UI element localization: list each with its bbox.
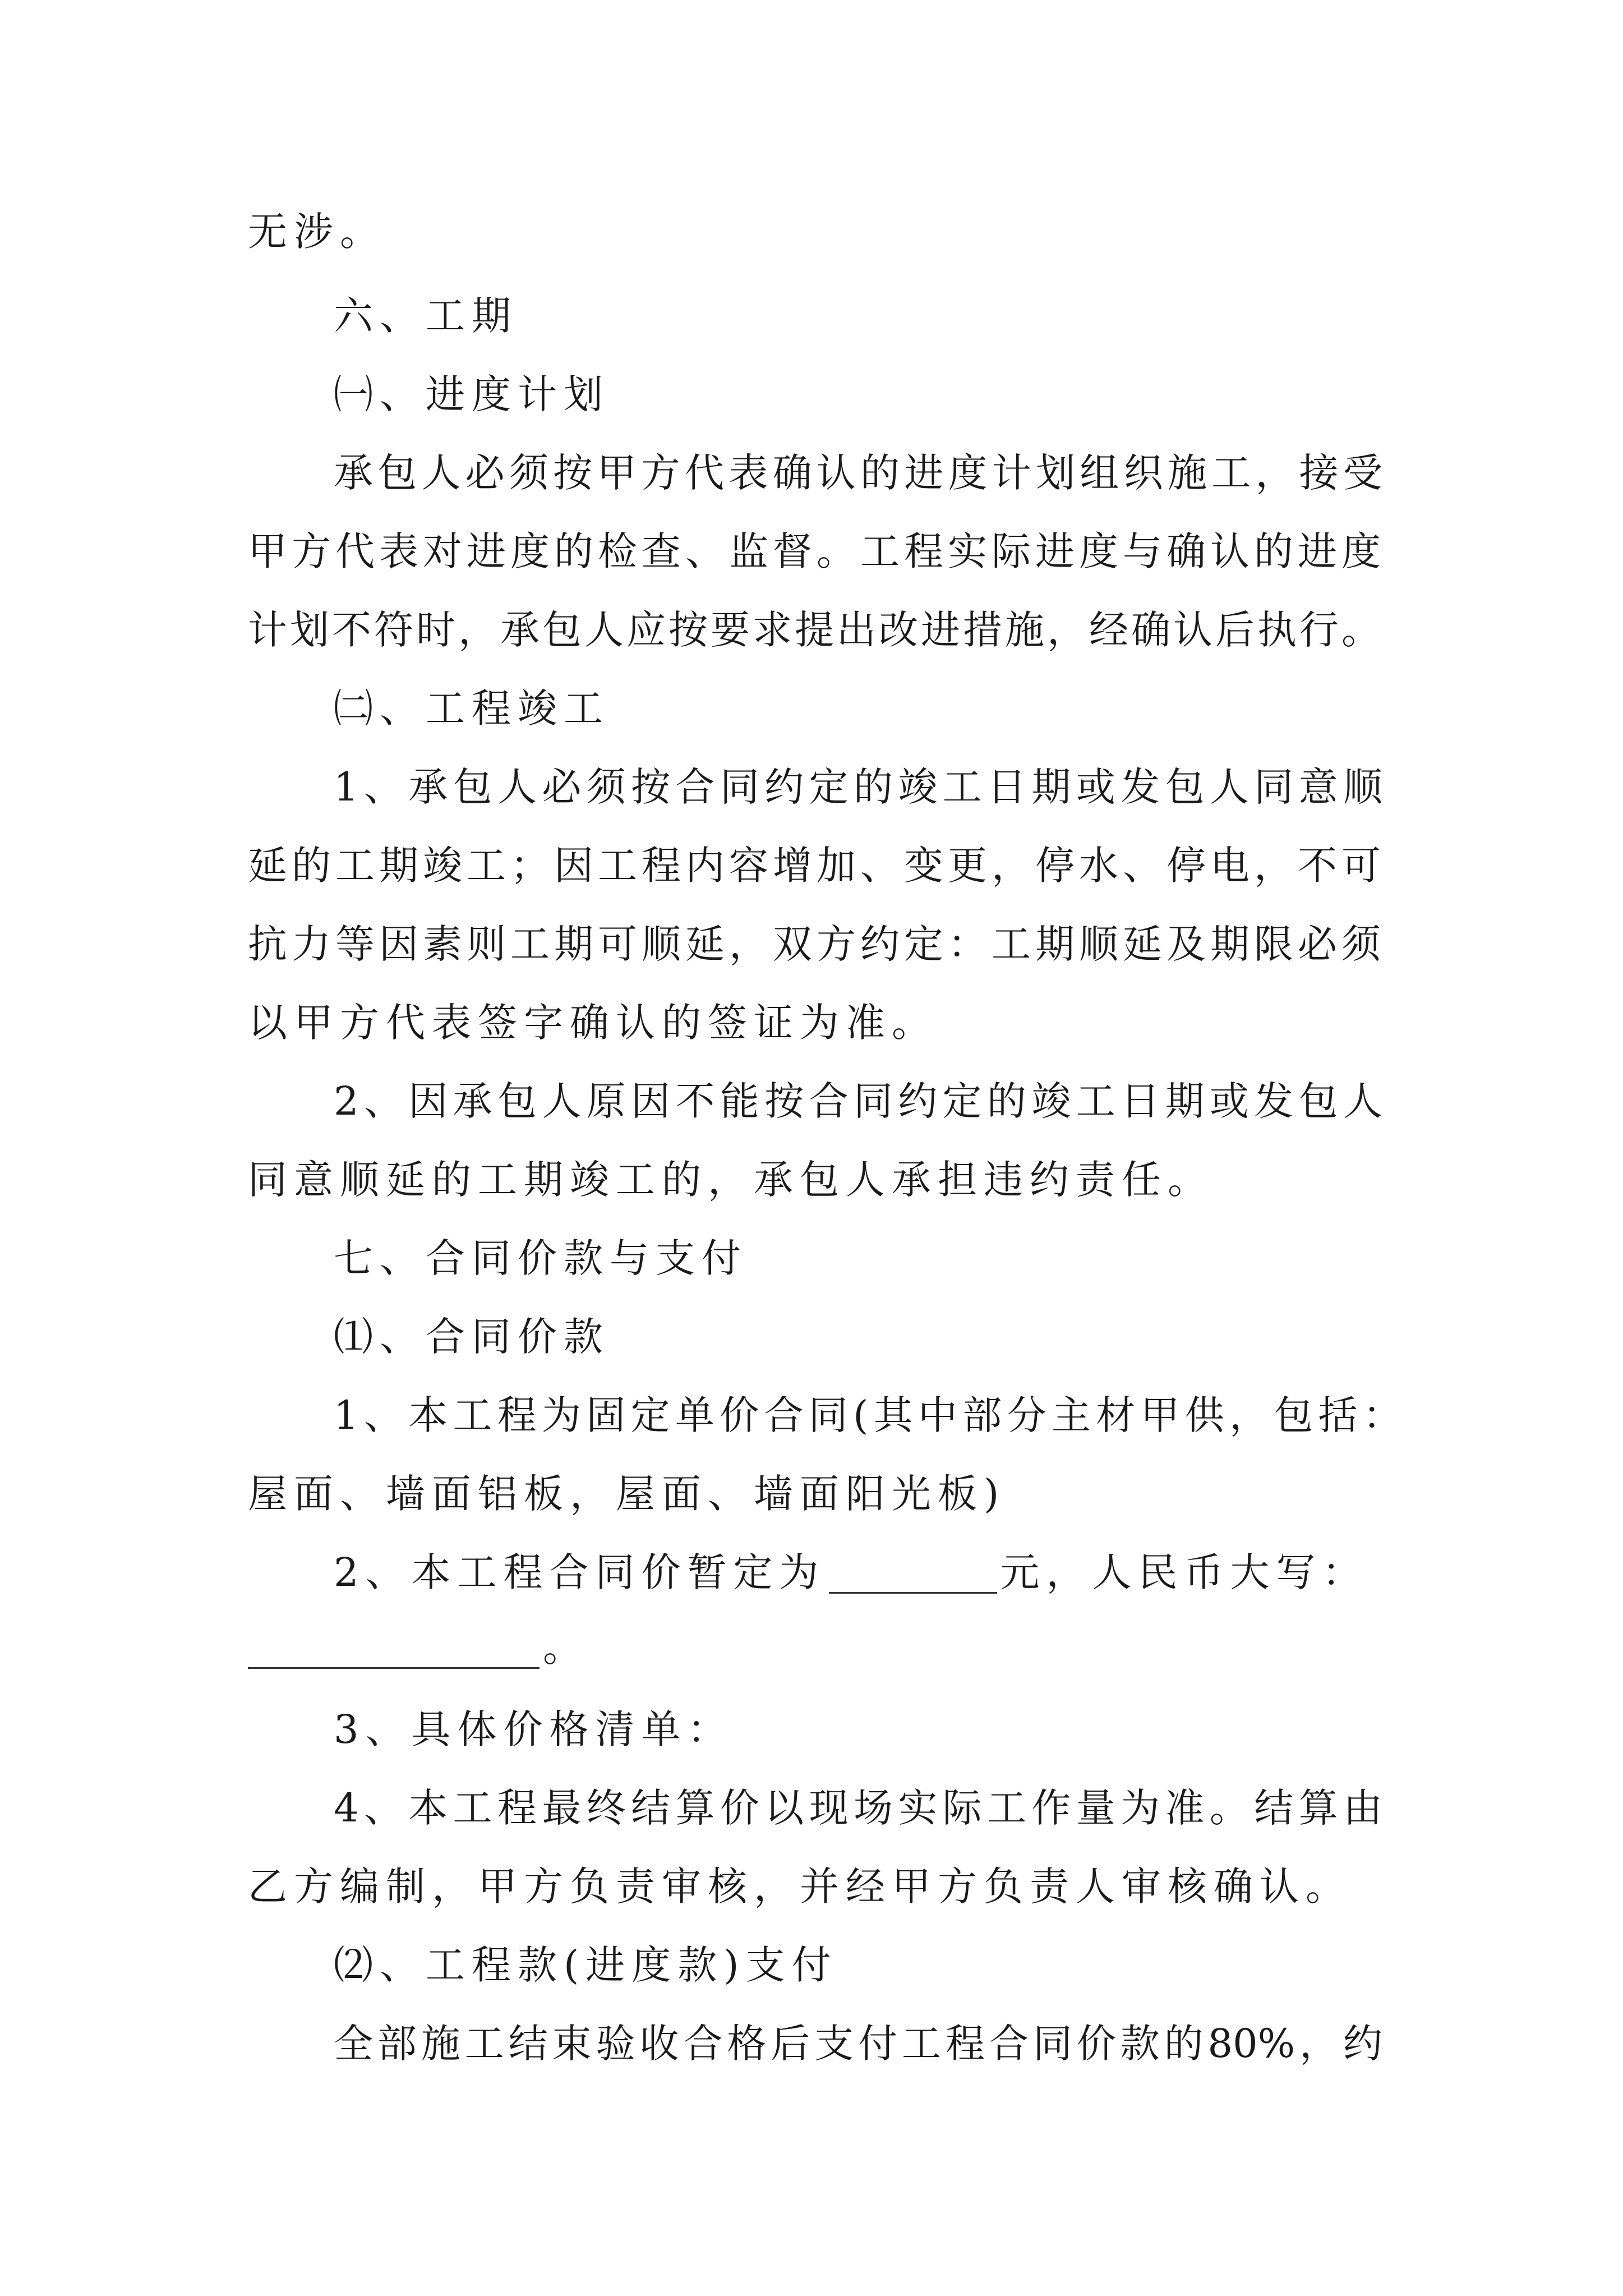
- section-heading: 七、合同价款与支付: [334, 1235, 748, 1281]
- paragraph-line: 1、本工程为固定单价合同(其中部分主材甲供，包括：: [334, 1392, 1402, 1438]
- paragraph-line: 承包人必须按甲方代表确认的进度计划组织施工，接受: [334, 450, 1382, 496]
- paragraph-line: 3、具体价格清单：: [334, 1706, 734, 1752]
- paragraph-line: 屋面、墙面铝板，屋面、墙面阳光板): [248, 1471, 1006, 1517]
- paragraph-line: 2、因承包人原因不能按合同约定的竣工日期或发包人: [334, 1078, 1382, 1124]
- subsection-heading: ㈠、进度计划: [334, 371, 610, 417]
- paragraph-line: 全部施工结束验收合格后支付工程合同价款的80%，约: [334, 2021, 1382, 2067]
- paragraph-line: 同意顺延的工期竣工的，承包人承担违约责任。: [248, 1157, 1214, 1203]
- subsection-heading: ⑵、工程款(进度款)支付: [334, 1942, 838, 1988]
- paragraph-line: 以甲方代表签字确认的签证为准。: [248, 1000, 938, 1046]
- paragraph-line: 1、承包人必须按合同约定的竣工日期或发包人同意顺: [334, 764, 1382, 810]
- rmb-capital-line: [248, 1625, 589, 1671]
- subsection-heading: ⑴、合同价款: [334, 1314, 610, 1360]
- contract-price-blank[interactable]: [829, 1553, 997, 1594]
- subsection-heading: ㈡、工程竣工: [334, 685, 610, 731]
- paragraph-line: 甲方代表对进度的检查、监督。工程实际进度与确认的进度: [248, 528, 1381, 574]
- paragraph-line: 延的工期竣工；因工程内容增加、变更，停水、停电，不可: [248, 843, 1381, 889]
- rmb-capital-label: 元，人民币大写：: [1000, 1549, 1368, 1595]
- paragraph-line: 4、本工程最终结算价以现场实际工作量为准。结算由: [334, 1785, 1382, 1831]
- text-line: 无涉。: [248, 209, 386, 255]
- paragraph-line: 乙方编制，甲方负责审核，并经甲方负责人审核确认。: [248, 1864, 1352, 1910]
- paragraph-line: 抗力等因素则工期可顺延，双方约定：工期顺延及期限必须: [248, 921, 1381, 967]
- section-heading: 六、工期: [334, 293, 518, 339]
- contract-price-label: 2、本工程合同价暂定为: [334, 1549, 826, 1595]
- paragraph-line: 计划不符时，承包人应按要求提出改进措施，经确认后执行。: [248, 607, 1381, 653]
- rmb-capital-blank[interactable]: [248, 1628, 540, 1669]
- contract-price-line: [334, 1549, 1368, 1595]
- period: 。: [543, 1625, 589, 1671]
